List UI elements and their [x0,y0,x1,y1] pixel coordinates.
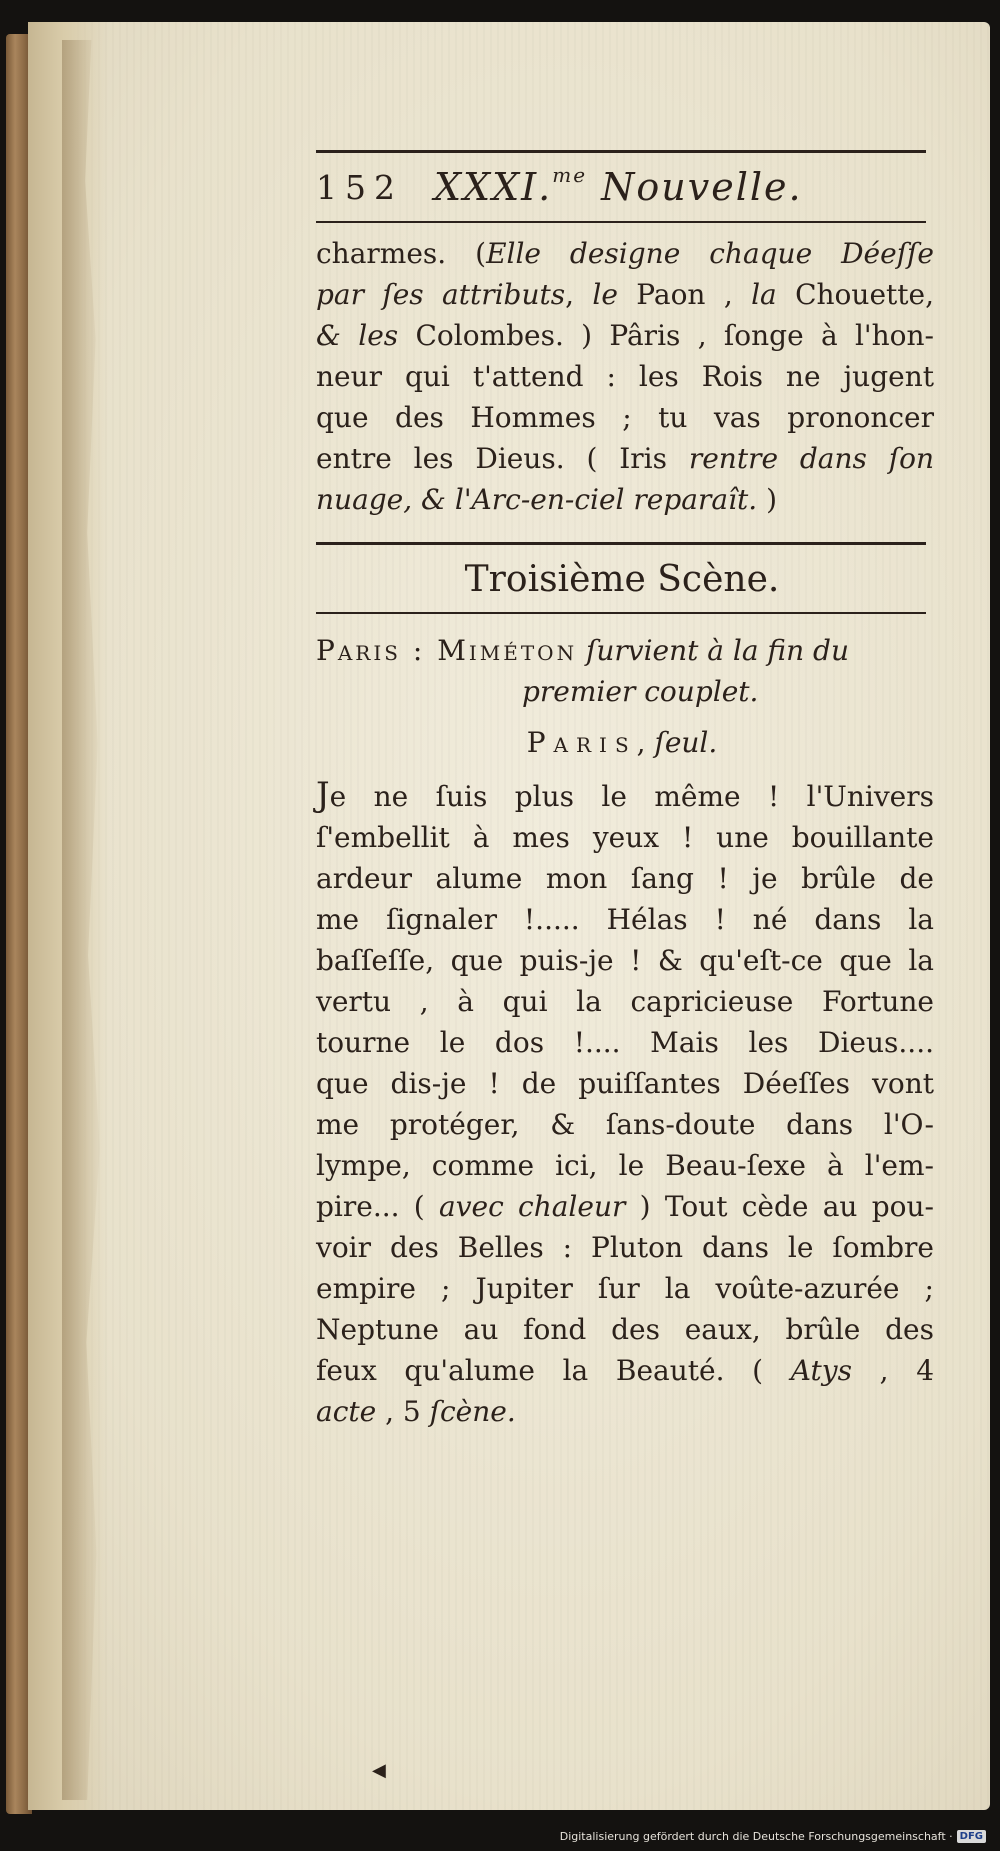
speech-paragraph [316,775,934,1432]
speech-text-run: Atys [790,1354,852,1387]
stage-direction: ſurvient à la fin du [577,634,849,667]
speech-text-run: ſcène. [429,1395,516,1428]
continuation-line [316,274,934,315]
character-paris: Paris : [316,634,438,667]
speaker-note: ſeul. [654,726,718,759]
speech-text-run: pire... ( [316,1190,425,1223]
continuation-line [316,356,934,397]
speech-text-run: tourne le dos !.... Mais les Dieus.... [316,1026,934,1059]
speech-line [316,1145,934,1186]
continuation-text-run: Chouette, [776,278,934,311]
speech-line [316,1309,934,1350]
continuation-text-run: charmes. ( [316,237,487,270]
continuation-line [316,315,934,356]
speech-text-run: acte [316,1395,377,1428]
speech-line [316,899,934,940]
continuation-line [316,479,934,520]
continuation-paragraph [316,233,934,520]
speech-text-run: ſ'embellit à mes yeux ! une bouillante [316,821,934,854]
characters-line [316,630,934,671]
continuation-text-run: & les [316,319,399,352]
speech-text-run: avec chaleur [424,1190,626,1223]
speech-line [316,1350,934,1391]
speech-line [316,1268,934,1309]
speech-text-run: me ſignaler !..... Hélas ! né dans la [316,903,934,936]
continuation-text-run: Colombes. ) Pâris , ſonge à l'hon- [398,319,935,352]
continuation-text-run: nuage, & l'Arc-en-ciel reparaît. [316,483,758,516]
speech-text-run: , 5 [376,1395,430,1428]
speech-text-run: e ne ſuis plus le même ! l'Univers [329,780,934,813]
scene-rule-bottom [316,612,926,614]
speech-line [316,775,934,817]
ink-mark: ◀ [372,1760,386,1781]
page-number: 152 [316,168,403,207]
speech-text-run: , 4 [851,1354,935,1387]
continuation-text-run: rentre dans ſon [688,442,934,475]
continuation-text-run: par ſes attributs [316,278,566,311]
speech-line [316,1391,934,1432]
speech-line [316,817,934,858]
speech-line [316,1063,934,1104]
speech-line [316,940,934,981]
continuation-text-run: , [565,278,593,311]
continuation-text-run: la [751,278,777,311]
continuation-text-run: neur qui t'attend : les Rois ne jugent [316,360,934,393]
scene-heading: Troisième Scène. [464,559,780,600]
character-mimeton: Miméton [437,634,578,667]
speaker-comma: , [636,726,655,759]
continuation-text-run: entre les Dieus. ( Iris [316,442,689,475]
continuation-text-run: Paon , [617,278,752,311]
running-title-number: XXXI. [434,165,553,209]
drop-capital: J [316,775,330,815]
continuation-text-run: que des Hommes ; tu vas prononcer [316,401,934,434]
speech-line [316,981,934,1022]
speech-text-run: Neptune au fond des eaux, brûle des [316,1313,934,1346]
speech-line [316,1227,934,1268]
speech-text-run: empire ; Jupiter ſur la voûte-azurée ; [316,1272,934,1305]
speech-line [316,858,934,899]
running-title [434,163,803,209]
running-title-text: Nouvelle. [587,165,803,209]
head-rule [316,221,926,223]
continuation-text-run: Elle designe chaque Déeſſe [486,237,934,270]
speech-text-run: feux qu'alume la Beauté. ( [316,1354,791,1387]
speech-text-run: ) Tout cède au pou- [625,1190,934,1223]
speaker-name: Paris [526,726,637,759]
text-block [316,150,936,1432]
stage-direction-continued: premier couplet. [522,675,759,708]
speech-line [316,1104,934,1145]
speech-line [316,1022,934,1063]
footer-text: Digitalisierung gefördert durch die Deutsche Forschungsgemeinschaft · [559,1830,953,1843]
speech-text-run: ardeur alume mon ſang ! je brûle de [316,862,934,895]
speech-text-run: voir des Belles : Pluton dans le ſombre [316,1231,934,1264]
continuation-line [316,397,934,438]
continuation-text-run: ) [757,483,777,516]
speech-text-run: vertu , à qui la capricieuse Fortune [316,985,934,1018]
speech-text-run: baſſeſſe, que puis-je ! & qu'eſt-ce que la [316,944,934,977]
continuation-line [316,438,934,479]
running-head [316,153,936,217]
speech-text-run: lympe, comme ici, le Beau-ſexe à l'em- [316,1149,934,1182]
speech-text-run: me protéger, & ſans-doute dans l'O- [316,1108,934,1141]
digitization-footer [560,1830,986,1843]
dfg-logo: DFG [957,1830,986,1843]
speech-line [316,1186,934,1227]
speaker-line [316,722,928,763]
running-title-superscript: me [552,163,588,187]
speech-text-run: que dis-je ! de puiſſantes Déeſſes vont [316,1067,934,1100]
continuation-line [316,233,934,274]
continuation-text-run: le [592,278,618,311]
